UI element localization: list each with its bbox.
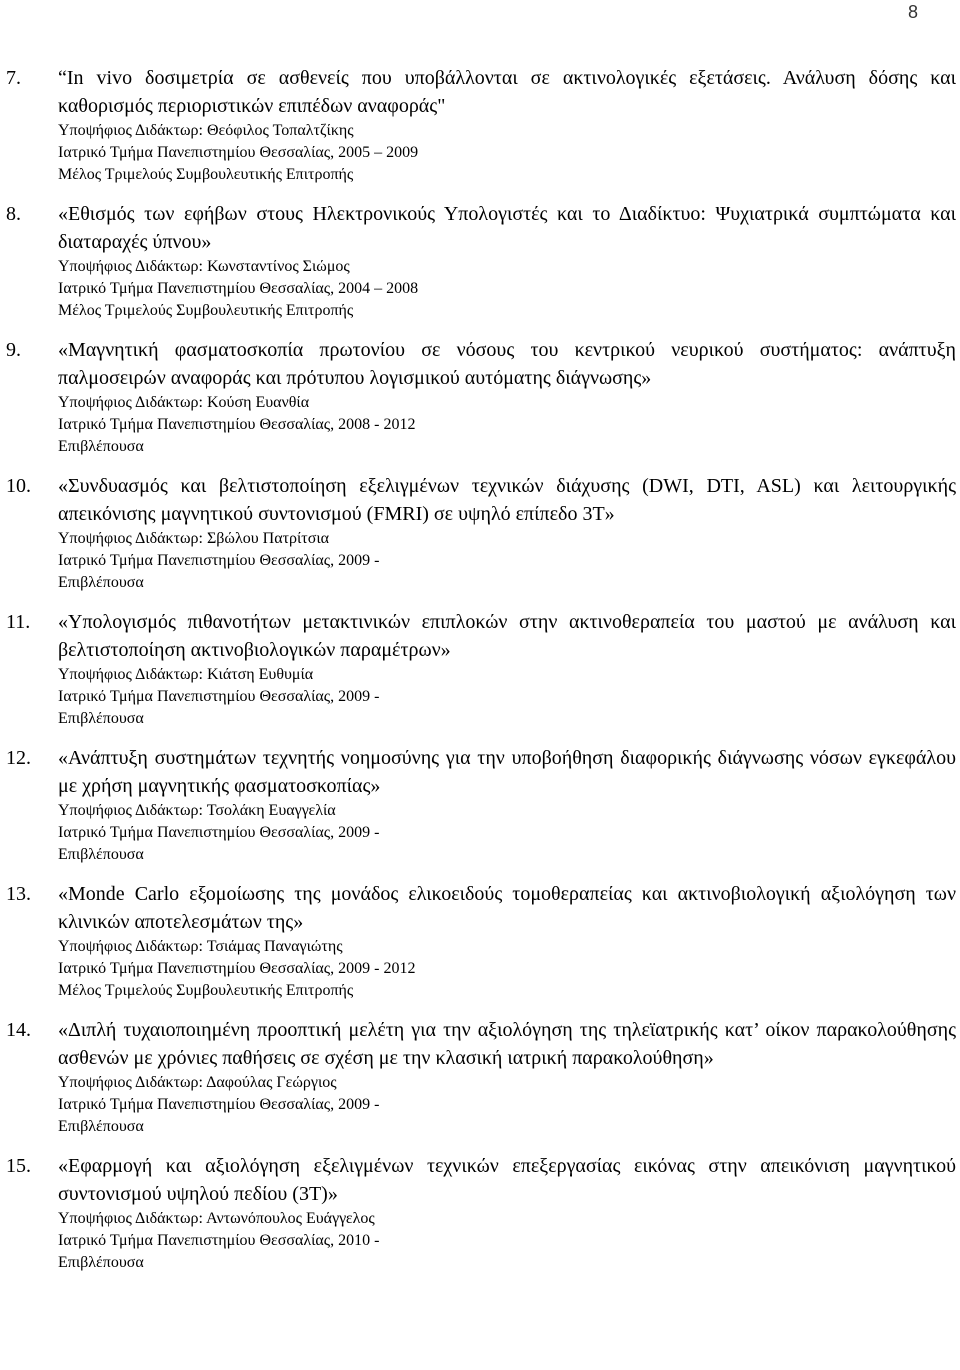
- item-number: 8.: [6, 203, 21, 225]
- institution-line: Ιατρικό Τμήμα Πανεπιστημίου Θεσσαλίας, 2004 – 2008: [58, 280, 419, 297]
- list-item: [0, 1016, 960, 1138]
- role-line: Επιβλέπουσα: [58, 846, 144, 863]
- list-item: [0, 200, 960, 322]
- thesis-title: «Μαγνητική φασματοσκοπία πρωτονίου σε νόσους του κεντρικού νευρικού συστήματος: ανάπτυξη παλμοσειρών αναφοράς και πρότυπου λογισμικού αυτόματης διάγνωσης»: [58, 339, 956, 389]
- list-item: [0, 744, 960, 866]
- page-number: 8: [907, 2, 918, 22]
- institution-line: Ιατρικό Τμήμα Πανεπιστημίου Θεσσαλίας, 2009 -: [58, 1096, 380, 1113]
- thesis-title: “In vivo δοσιμετρία σε ασθενείς που υποβάλλονται σε ακτινολογικές εξετάσεις. Ανάλυση δόσης και καθορισμός περιοριστικών επιπέδων αναφοράς": [58, 67, 956, 117]
- role-line: Επιβλέπουσα: [58, 710, 144, 727]
- candidate-line: Υποψήφιος Διδάκτωρ: Αντωνόπουλος Ευάγγελος: [58, 1210, 375, 1227]
- thesis-title: «Monde Carlo εξομοίωσης της μονάδος ελικοειδούς τομοθεραπείας και ακτινοβιολογική αξιολόγηση των κλινικών αποτελεσμάτων της»: [58, 883, 956, 933]
- thesis-title: «Συνδυασμός και βελτιστοποίηση εξελιγμένων τεχνικών διάχυσης (DWI, DTI, ASL) και λειτουργικής απεικόνισης μαγνητικού συντονισμού (FMRI) σε υψηλό επίπεδο 3T»: [58, 475, 956, 525]
- role-line: Επιβλέπουσα: [58, 574, 144, 591]
- item-number: 12.: [6, 747, 31, 769]
- candidate-line: Υποψήφιος Διδάκτωρ: Κιάτση Ευθυμία: [58, 666, 314, 683]
- candidate-line: Υποψήφιος Διδάκτωρ: Τσολάκη Ευαγγελία: [58, 802, 336, 819]
- list-item: [0, 608, 960, 730]
- institution-line: Ιατρικό Τμήμα Πανεπιστημίου Θεσσαλίας, 2008 - 2012: [58, 416, 416, 433]
- institution-line: Ιατρικό Τμήμα Πανεπιστημίου Θεσσαλίας, 2010 -: [58, 1232, 380, 1249]
- list-item: [0, 1152, 960, 1274]
- item-number: 11.: [6, 611, 31, 633]
- list-item: [0, 336, 960, 458]
- item-number: 10.: [6, 475, 31, 497]
- institution-line: Ιατρικό Τμήμα Πανεπιστημίου Θεσσαλίας, 2009 -: [58, 688, 380, 705]
- list-item: [0, 64, 960, 186]
- thesis-title: «Υπολογισμός πιθανοτήτων μετακτινικών επιπλοκών στην ακτινοθεραπεία του μαστού με ανάλυση και βελτιστοποίηση ακτινοβιολογικών παραμέτρων»: [58, 611, 956, 661]
- role-line: Μέλος Τριμελούς Συμβουλευτικής Επιτροπής: [58, 982, 354, 999]
- item-number: 14.: [6, 1019, 31, 1041]
- thesis-list: [0, 64, 960, 1288]
- role-line: Επιβλέπουσα: [58, 1254, 144, 1271]
- candidate-line: Υποψήφιος Διδάκτωρ: Κωνσταντίνος Σιώμος: [58, 258, 350, 275]
- item-number: 13.: [6, 883, 31, 905]
- item-number: 7.: [6, 67, 21, 89]
- item-number: 15.: [6, 1155, 31, 1177]
- thesis-title: «Εθισμός των εφήβων στους Ηλεκτρονικούς Υπολογιστές και το Διαδίκτυο: Ψυχιατρικά συμπτώματα και διαταραχές ύπνου»: [58, 203, 956, 253]
- role-line: Επιβλέπουσα: [58, 438, 144, 455]
- candidate-line: Υποψήφιος Διδάκτωρ: Τσιάμας Παναγιώτης: [58, 938, 343, 955]
- item-number: 9.: [6, 339, 21, 361]
- institution-line: Ιατρικό Τμήμα Πανεπιστημίου Θεσσαλίας, 2009 -: [58, 552, 380, 569]
- role-line: Επιβλέπουσα: [58, 1118, 144, 1135]
- institution-line: Ιατρικό Τμήμα Πανεπιστημίου Θεσσαλίας, 2009 - 2012: [58, 960, 416, 977]
- candidate-line: Υποψήφιος Διδάκτωρ: Θεόφιλος Τοπαλτζίκης: [58, 122, 354, 139]
- list-item: [0, 472, 960, 594]
- thesis-title: «Εφαρμογή και αξιολόγηση εξελιγμένων τεχνικών επεξεργασίας εικόνας στην απεικόνιση μαγνητικού συντονισμού υψηλού πεδίου (3T)»: [58, 1155, 956, 1205]
- candidate-line: Υποψήφιος Διδάκτωρ: Δαφούλας Γεώργιος: [58, 1074, 337, 1091]
- thesis-title: «Διπλή τυχαιοποιημένη προοπτική μελέτη για την αξιολόγηση της τηλεϊατρικής κατ’ οίκον παρακολούθησης ασθενών με χρόνιες παθήσεις σε σχέση με την κλασική ιατρική παρακολούθηση»: [58, 1019, 956, 1069]
- thesis-title: «Ανάπτυξη συστημάτων τεχνητής νοημοσύνης για την υποβοήθηση διαφορικής διάγνωσης νόσων εγκεφάλου με χρήση μαγνητικής φασματοσκοπίας»: [58, 747, 956, 797]
- role-line: Μέλος Τριμελούς Συμβουλευτικής Επιτροπής: [58, 166, 354, 183]
- institution-line: Ιατρικό Τμήμα Πανεπιστημίου Θεσσαλίας, 2005 – 2009: [58, 144, 419, 161]
- candidate-line: Υποψήφιος Διδάκτωρ: Σβώλου Πατρίτσια: [58, 530, 330, 547]
- role-line: Μέλος Τριμελούς Συμβουλευτικής Επιτροπής: [58, 302, 354, 319]
- candidate-line: Υποψήφιος Διδάκτωρ: Κούση Ευανθία: [58, 394, 310, 411]
- list-item: [0, 880, 960, 1002]
- institution-line: Ιατρικό Τμήμα Πανεπιστημίου Θεσσαλίας, 2009 -: [58, 824, 380, 841]
